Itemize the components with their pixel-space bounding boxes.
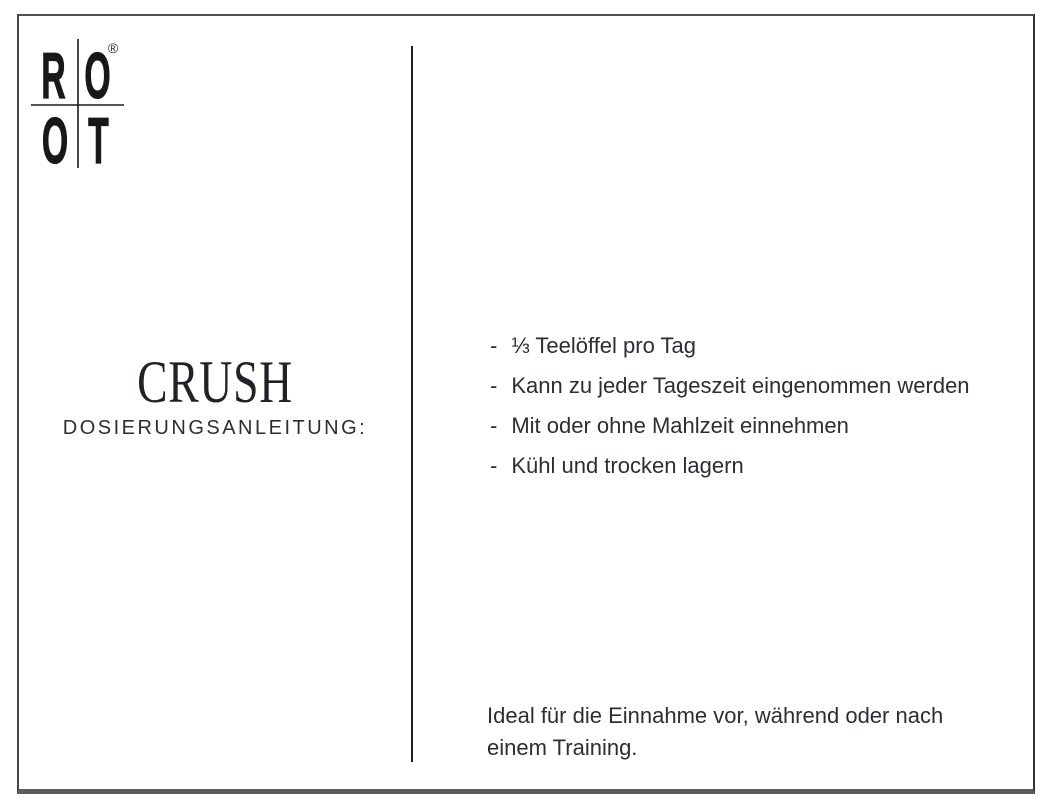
logo-letter-o-bottom: O: [41, 104, 69, 175]
divider-line: [411, 46, 413, 762]
dosage-list: [490, 334, 970, 494]
left-panel: [19, 349, 411, 439]
bullet-text: ⅓ Teelöffel pro Tag: [511, 333, 697, 358]
bullet-text: Kann zu jeder Tageszeit eingenommen werden: [511, 373, 970, 398]
bullet-text: Mit oder ohne Mahlzeit einnehmen: [511, 413, 849, 438]
bullet-dash: -: [490, 453, 498, 478]
logo-letter-r: R: [41, 39, 66, 112]
bullet-dash: -: [490, 413, 498, 438]
list-item: [490, 414, 970, 438]
logo-letter-t: T: [88, 104, 109, 175]
dosage-heading: DOSIERUNGSANLEITUNG:: [62, 417, 368, 439]
bullet-dash: -: [490, 373, 498, 398]
list-item: [490, 374, 970, 398]
bullet-text: Kühl und trocken lagern: [511, 453, 744, 478]
list-item: [490, 334, 970, 358]
root-logo: [28, 35, 128, 175]
footer-line: einem Training.: [487, 735, 638, 760]
list-item: [490, 454, 970, 478]
instruction-card: [17, 14, 1035, 794]
logo-letter-o-top: O: [84, 39, 111, 112]
registered-trademark-icon: ®: [107, 40, 119, 56]
footer-note: [487, 700, 943, 764]
bullet-dash: -: [490, 333, 498, 358]
product-title: CRUSH: [137, 349, 293, 415]
footer-line: Ideal für die Einnahme vor, während oder nach: [487, 703, 944, 728]
